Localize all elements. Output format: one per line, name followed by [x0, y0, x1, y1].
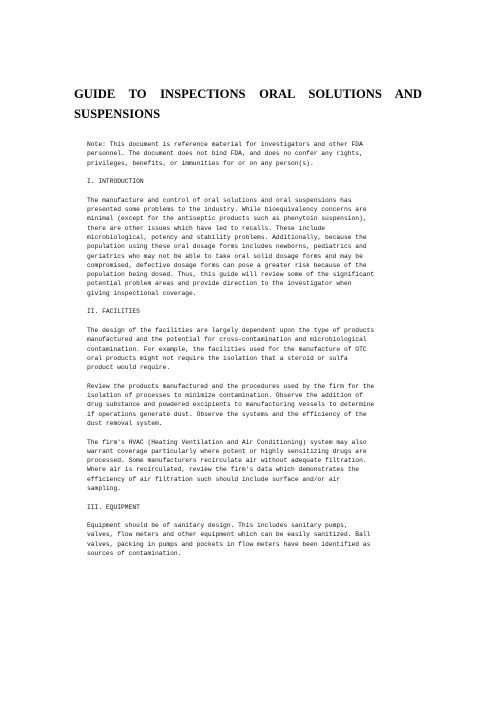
text-line: potential problem areas and provide direction to the investigator when	[87, 280, 352, 288]
text-line: sampling.	[87, 484, 122, 492]
paragraph	[87, 196, 423, 298]
text-line: population using these oral dosage forms includes newborns, pediatrics and	[87, 243, 367, 251]
text-line: contamination. For example, the facilities used for the manufacture of OTC	[87, 345, 367, 353]
document-body	[87, 140, 423, 558]
section-heading: I. INTRODUCTION	[87, 178, 144, 186]
text-line: efficiency of air filtration such should include surface and/or air	[87, 475, 341, 483]
section-heading: II. FACILITIES	[87, 308, 140, 316]
text-line: geriatrics who may not be able to take oral solid dosage forms and may be	[87, 252, 363, 260]
text-line: Where air is recirculated, review the firm's data which demonstrates the	[87, 466, 360, 474]
text-line: Note: This document is reference material for investigators and other FDA	[87, 141, 363, 148]
text-line: isolation of processes to minimize contamination. Observe the addition of	[87, 392, 363, 400]
text-line: dust removal system.	[87, 419, 163, 427]
text-line: minimal (except for the antiseptic products such as phenytoin suspension),	[87, 215, 367, 223]
document-title	[74, 84, 422, 124]
text-line: product would require.	[87, 364, 171, 372]
section-heading: III. EQUIPMENT	[87, 503, 140, 511]
title-line: GUIDE TO INSPECTIONS ORAL SOLUTIONS AND	[74, 87, 422, 101]
title-line: SUSPENSIONS	[74, 107, 161, 121]
text-line: The manufacture and control of oral solutions and oral suspensions has	[87, 196, 352, 204]
paragraph	[87, 521, 423, 558]
text-line: microbiological, potency and stability problems. Additionally, because the	[87, 233, 367, 241]
text-line: valves, packing in pumps and pockets in flow meters have been identified as	[87, 540, 371, 548]
text-line: compromised, defective dosage forms can pose a greater risk because of the	[87, 261, 367, 269]
text-line: Equipment should be of sanitary design. This includes sanitary pumps,	[87, 522, 348, 530]
paragraph	[87, 438, 423, 494]
text-line: Review the products manufactured and the procedures used by the firm for the	[87, 382, 375, 390]
text-line: if operations generate dust. Observe the systems and the efficiency of the	[87, 410, 367, 418]
text-line: sources of contamination.	[87, 550, 182, 558]
text-line: drug substance and powdered excipients to manufacturing vessels to determine	[87, 401, 375, 409]
text-line: The firm's HVAC (Heating Ventilation and Air Conditioning) system may also	[87, 438, 367, 446]
text-line: presented some problems to the industry. While bioequivalency concerns are	[87, 206, 367, 214]
text-line: personnel. The document does not bind FDA, and does no confer any rights,	[87, 150, 363, 158]
text-line: privileges, benefits, or immunities for or on any person(s).	[87, 159, 314, 167]
paragraph	[87, 326, 423, 372]
text-line: population being dosed. Thus, this guide will review some of the significant	[87, 271, 375, 279]
text-line: valves, flow meters and other equipment which can be easily sanitized. Ball	[87, 531, 371, 539]
text-line: giving inspectional coverage.	[87, 289, 197, 297]
text-line: there are other issues which have led to recalls. These include	[87, 224, 326, 232]
text-line: oral products might not require the isolation that a steroid or sulfa	[87, 354, 348, 362]
text-line: processed. Some manufacturers recirculate air without adequate filtration.	[87, 457, 367, 465]
text-line: manufactured and the potential for cross-contamination and microbiological	[87, 336, 367, 344]
note-paragraph	[87, 140, 423, 168]
paragraph	[87, 382, 423, 428]
text-line: The design of the facilities are largely dependent upon the type of products	[87, 326, 375, 334]
text-line: warrant coverage particularly where potent or highly sensitizing drugs are	[87, 447, 367, 455]
